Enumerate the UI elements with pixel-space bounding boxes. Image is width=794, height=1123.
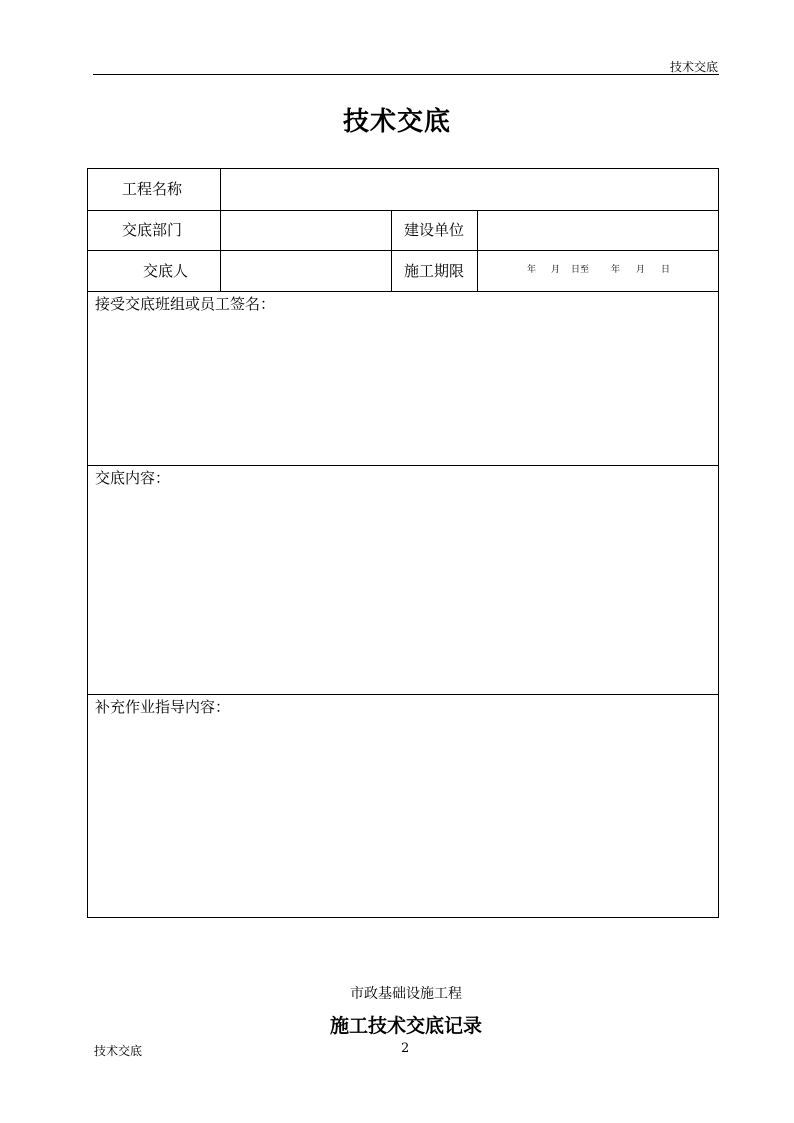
document-title: 技术交底 [342, 107, 451, 137]
period-day-end: 日 [661, 265, 671, 275]
construction-unit-label: 建设单位 [404, 221, 465, 239]
column-divider [477, 210, 478, 291]
period-year-end: 年 [611, 265, 621, 275]
content-section-label: 交底内容： [95, 469, 171, 487]
discloser-label: 交底人 [143, 262, 189, 280]
row-divider [88, 210, 718, 211]
supplement-section-label: 补充作业指导内容： [95, 698, 231, 716]
period-day-to: 日至 [571, 265, 590, 275]
row-divider [88, 250, 718, 251]
header-rule [93, 74, 719, 75]
section-divider [88, 465, 718, 466]
period-label: 施工期限 [404, 262, 465, 280]
running-header: 技术交底 [669, 60, 718, 74]
footer-subtitle: 市政基础设施工程 [350, 986, 462, 1002]
project-name-label: 工程名称 [122, 180, 183, 198]
period-month-end: 月 [636, 265, 646, 275]
footer-title: 施工技术交底记录 [329, 1015, 482, 1037]
period-month-start: 月 [551, 265, 561, 275]
row-divider [88, 291, 718, 292]
department-label: 交底部门 [122, 221, 183, 239]
period-year-start: 年 [527, 265, 537, 275]
column-divider [220, 169, 221, 291]
section-divider [88, 694, 718, 695]
column-divider [391, 210, 392, 291]
signature-section-label: 接受交底班组或员工签名： [95, 295, 276, 313]
page-number: 2 [401, 1041, 410, 1056]
footer-running-text: 技术交底 [94, 1044, 143, 1058]
disclosure-form [87, 168, 719, 918]
